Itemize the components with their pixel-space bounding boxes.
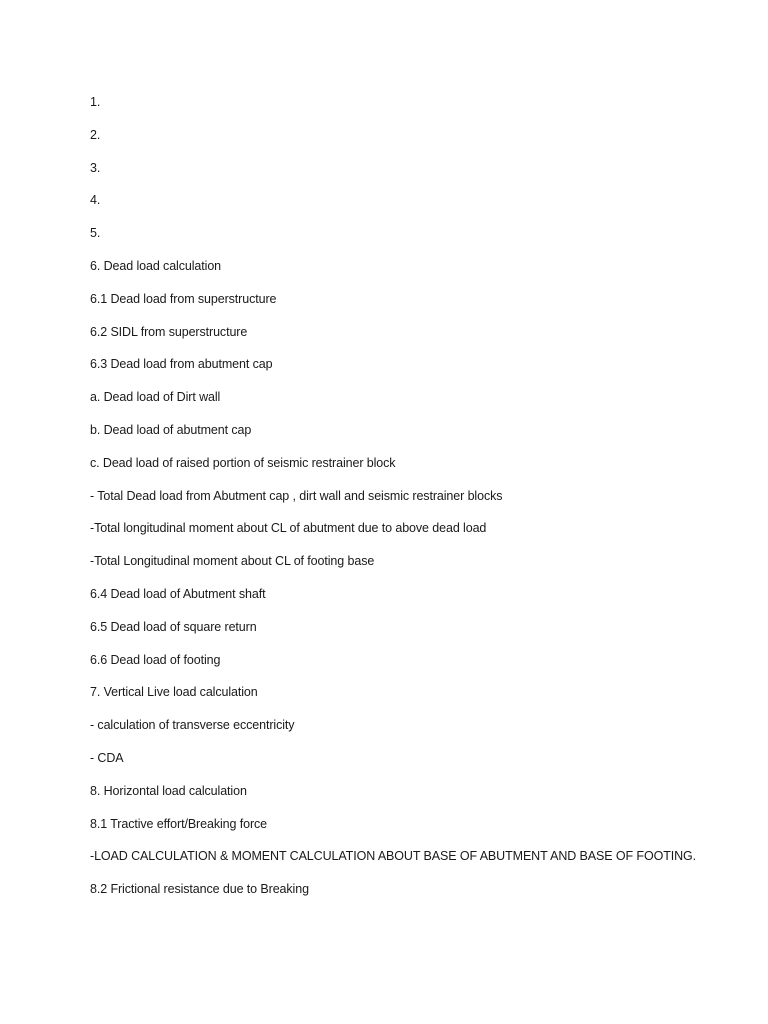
- item-dirt-wall: a. Dead load of Dirt wall: [90, 390, 221, 405]
- item-moment-footing: -Total Longitudinal moment about CL of footing base: [90, 554, 375, 569]
- subheading-abutment-shaft: 6.4 Dead load of Abutment shaft: [90, 586, 266, 601]
- subheading-sidl: 6.2 SIDL from superstructure: [90, 324, 248, 339]
- heading-dead-load-calculation: 6. Dead load calculation: [90, 258, 222, 273]
- subheading-square-return: 6.5 Dead load of square return: [90, 619, 257, 634]
- item-cda: - CDA: [90, 750, 124, 765]
- document-body: [90, 92, 750, 912]
- list-item-1: 1.: [90, 95, 101, 109]
- subheading-superstructure-dead-load: 6.1 Dead load from superstructure: [90, 291, 277, 306]
- list-item-3: 3.: [90, 160, 101, 175]
- list-item-5: 5.: [90, 226, 101, 241]
- subheading-footing: 6.6 Dead load of footing: [90, 652, 221, 667]
- item-abutment-cap: b. Dead load of abutment cap: [90, 422, 252, 437]
- item-moment-abutment: -Total longitudinal moment about CL of abutment due to above dead load: [90, 521, 487, 536]
- subheading-frictional-resistance: 8.2 Frictional resistance due to Breaking: [90, 882, 309, 897]
- heading-live-load: 7. Vertical Live load calculation: [90, 685, 258, 700]
- list-item-2: 2.: [90, 127, 101, 142]
- subheading-abutment-cap: 6.3 Dead load from abutment cap: [90, 357, 273, 372]
- item-load-moment-calculation: -LOAD CALCULATION & MOMENT CALCULATION ABOUT BASE OF ABUTMENT AND BASE OF FOOTING.: [90, 849, 697, 864]
- item-total-dead-load: - Total Dead load from Abutment cap , dirt wall and seismic restrainer blocks: [90, 488, 503, 503]
- list-item-4: 4.: [90, 193, 101, 208]
- item-transverse-eccentricity: - calculation of transverse eccentricity: [90, 718, 295, 733]
- heading-horizontal-load: 8. Horizontal load calculation: [90, 783, 247, 798]
- subheading-tractive-effort: 8.1 Tractive effort/Breaking force: [90, 816, 268, 831]
- item-seismic-restrainer: c. Dead load of raised portion of seismic restrainer block: [90, 455, 396, 470]
